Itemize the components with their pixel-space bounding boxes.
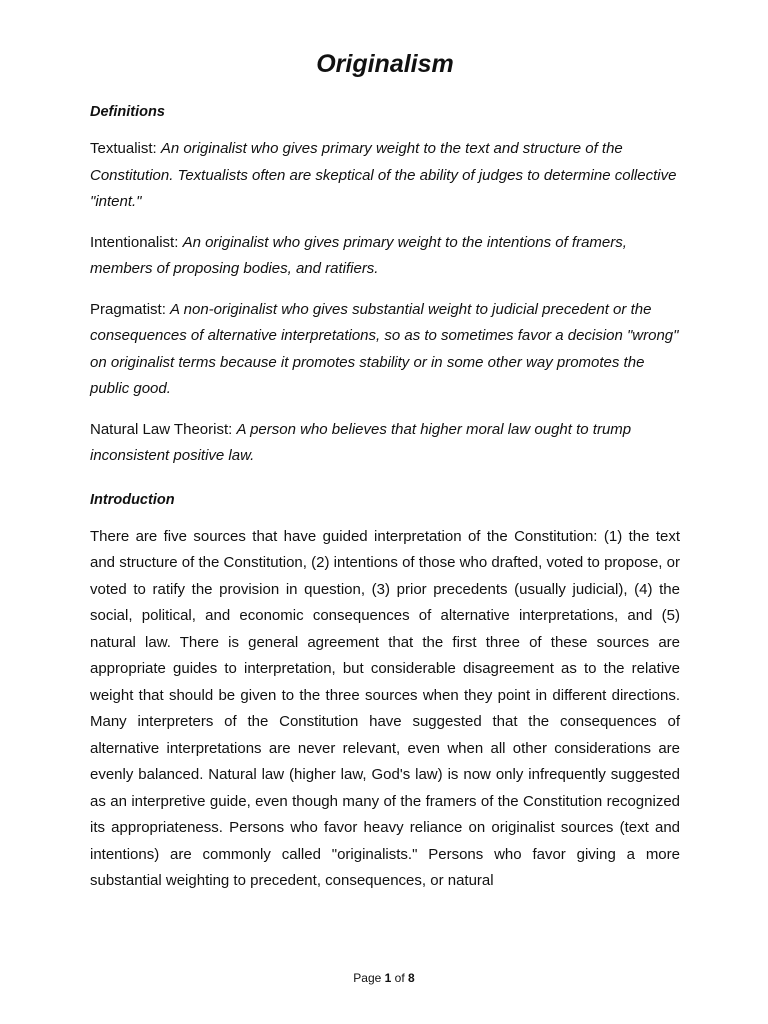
footer-page-total: 8: [408, 971, 415, 985]
introduction-heading: Introduction: [90, 491, 175, 508]
definition-term: Pragmatist:: [90, 300, 166, 318]
footer-page-of: of: [394, 971, 405, 985]
definition-description: An originalist who gives primary weight to the text and structure of the Constitution. Textualists often are skeptical of the ability of judges to determine collective "intent.": [90, 140, 677, 210]
page-footer: [0, 970, 768, 986]
definition-description: An originalist who gives primary weight to the intentions of framers, members of proposing bodies, and ratifiers.: [90, 233, 627, 277]
definition-textualist: [90, 136, 680, 216]
footer-page-word: Page: [353, 971, 382, 985]
definition-description: A non-originalist who gives substantial weight to judicial precedent or the consequences of alternative interpretations, so as to sometimes favor a decision "wrong" on originalist terms because it promotes stability or in some other way promotes the public good.: [90, 300, 679, 397]
definitions-heading: Definitions: [90, 104, 165, 120]
definition-pragmatist: [90, 297, 680, 403]
introduction-paragraph: There are five sources that have guided interpretation of the Constitution: (1) the text and structure of the Constitution, (2) intentions of those who drafted, voted to propose, or voted to ratify the provision in question, (3) prior precedents (usually judicial), (4) the social, political, and economic consequences of alternative interpretations, and (5) natural law. There is general agreement that the first three of these sources are appropriate guides to interpretation, but considerable disagreement as to the relative weight that should be given to the three sources when they point in different directions. Many interpreters of the Constitution have suggested that the consequences of alternative interpretations are never relevant, even when all other considerations are evenly balanced. Natural law (higher law, God's law) is now only infrequently suggested as an interpretive guide, even though many of the framers of the Constitution recognized its appropriateness. Persons who favor heavy reliance on originalist sources (text and intentions) are commonly called "originalists." Persons who favor giving a more substantial weighting to precedent, consequences, or natural: [90, 527, 680, 889]
definition-term: Textualist:: [90, 140, 157, 157]
definition-term: Natural Law Theorist:: [90, 420, 233, 438]
definition-term: Intentionalist:: [90, 233, 179, 251]
definition-intentionalist: [90, 230, 680, 283]
footer-page-current: 1: [384, 971, 392, 985]
document-title: Originalism: [316, 50, 454, 78]
definition-natural-law-theorist: [90, 417, 680, 470]
definition-description: A person who believes that higher moral law ought to trump inconsistent positive law.: [90, 420, 632, 464]
